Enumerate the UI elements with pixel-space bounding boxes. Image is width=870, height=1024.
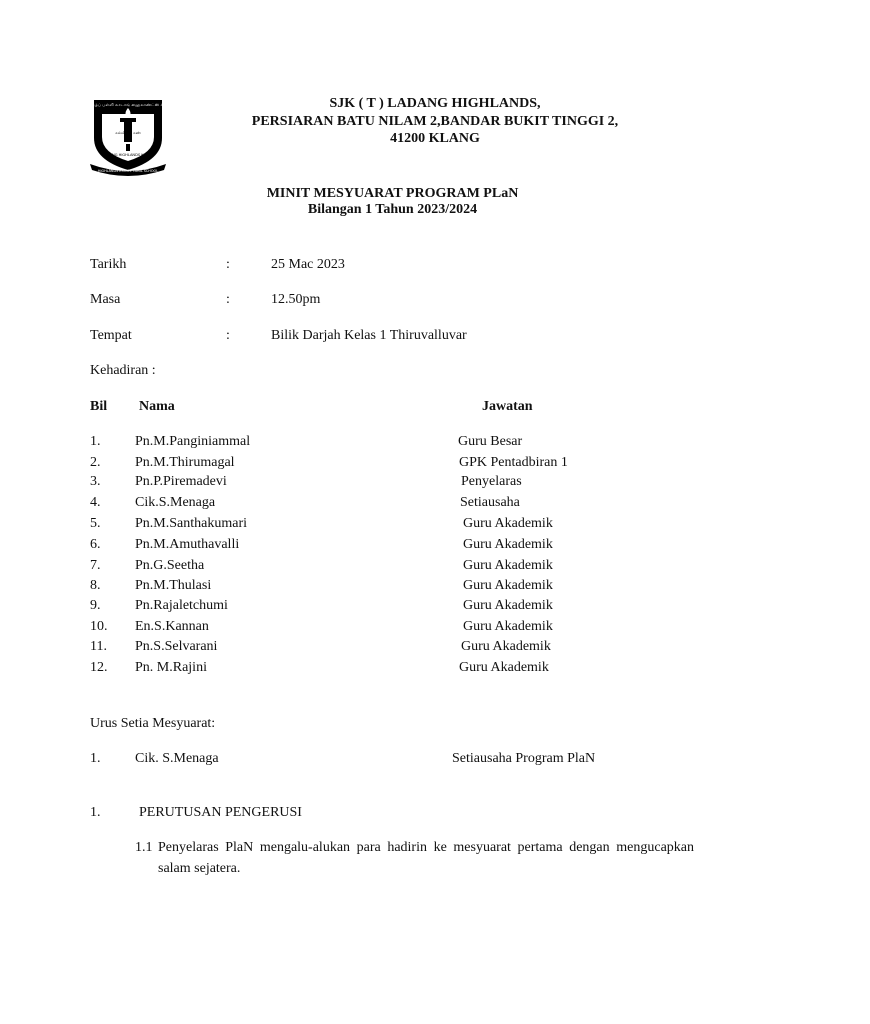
row-number: 9. — [90, 598, 101, 613]
school-postcode: 41200 KLANG — [390, 131, 480, 146]
school-address: PERSIARAN BATU NILAM 2,BANDAR BUKIT TINGGI 2, — [251, 114, 619, 129]
row-role: Guru Akademik — [461, 639, 551, 654]
row-name: Pn.M.Amuthavalli — [135, 537, 240, 552]
logo-top-text: சு.இ.தமிழ்ப் பள்ளி லாடாங் ஹைலாண்ட்ஸ் கிள்ளான் — [78, 102, 178, 107]
row-role: Setiausaha Program PlaN — [452, 751, 596, 766]
row-number: 5. — [90, 516, 101, 531]
row-name: Pn.S.Selvarani — [135, 639, 218, 654]
meta-label-date: Tarikh — [90, 257, 127, 272]
logo-motto: கல்வியே கண் — [115, 130, 141, 135]
meta-colon: : — [226, 328, 230, 343]
row-number: 10. — [90, 619, 108, 634]
section-title: PERUTUSAN PENGERUSI — [139, 805, 302, 820]
meta-colon: : — [226, 257, 230, 272]
row-name: Pn.P.Piremadevi — [135, 474, 227, 489]
section-number: 1. — [90, 805, 101, 820]
column-header-jawatan: Jawatan — [482, 399, 533, 414]
column-header-nama: Nama — [139, 399, 175, 414]
item-number: 1.1 — [135, 840, 153, 855]
row-number: 12. — [90, 660, 108, 675]
row-name: Pn.M.Thulasi — [135, 578, 212, 593]
logo-ribbon-text: HIGHLANDS ESTATE TAMIL SCHOOL — [97, 169, 159, 173]
row-name: Cik.S.Menaga — [135, 495, 216, 510]
row-role: Guru Akademik — [463, 578, 553, 593]
meta-label-time: Masa — [90, 292, 121, 307]
row-role: Guru Akademik — [463, 558, 553, 573]
row-number: 1. — [90, 434, 101, 449]
row-number: 3. — [90, 474, 101, 489]
row-role: GPK Pentadbiran 1 — [459, 455, 568, 470]
row-number: 7. — [90, 558, 101, 573]
row-name: Pn.M.Panginiammal — [135, 434, 251, 449]
meta-value-place: Bilik Darjah Kelas 1 Thiruvalluvar — [271, 328, 467, 343]
row-number: 4. — [90, 495, 101, 510]
meta-value-date: 25 Mac 2023 — [271, 257, 345, 272]
row-name: Pn.Rajaletchumi — [135, 598, 228, 613]
column-header-bil: Bil — [90, 399, 108, 414]
row-name: Pn.M.Thirumagal — [135, 455, 235, 470]
item-text: Penyelaras PlaN mengalu-alukan para hadirin ke mesyuarat pertama dengan mengucapkan salam sejatera. — [158, 840, 694, 876]
row-name: En.S.Kannan — [135, 619, 209, 634]
logo-bottom-text: LADANG HIGHLANDS KLANG — [102, 153, 154, 157]
school-name: SJK ( T ) LADANG HIGHLANDS, — [329, 96, 541, 111]
row-number: 6. — [90, 537, 101, 552]
meta-label-place: Tempat — [90, 328, 132, 343]
row-name: Pn.M.Santhakumari — [135, 516, 247, 531]
row-role: Penyelaras — [461, 474, 522, 489]
row-number: 8. — [90, 578, 101, 593]
row-role: Guru Akademik — [463, 537, 553, 552]
row-role: Setiausaha — [460, 495, 520, 510]
document-title: MINIT MESYUARAT PROGRAM PLaN — [266, 186, 519, 201]
meta-value-time: 12.50pm — [271, 292, 321, 307]
secretariat-heading: Urus Setia Mesyuarat: — [90, 716, 216, 731]
row-role: Guru Akademik — [463, 598, 553, 613]
row-role: Guru Akademik — [463, 619, 553, 634]
attendance-heading: Kehadiran : — [90, 363, 156, 378]
meta-colon: : — [226, 292, 230, 307]
row-role: Guru Besar — [458, 434, 523, 449]
row-role: Guru Akademik — [463, 516, 553, 531]
row-name: Pn.G.Seetha — [135, 558, 205, 573]
row-name: Cik. S.Menaga — [135, 751, 219, 766]
row-number: 1. — [90, 751, 101, 766]
row-role: Guru Akademik — [459, 660, 549, 675]
document-subtitle: Bilangan 1 Tahun 2023/2024 — [307, 202, 478, 217]
row-name: Pn. M.Rajini — [135, 660, 207, 675]
row-number: 11. — [90, 639, 107, 654]
row-number: 2. — [90, 455, 101, 470]
